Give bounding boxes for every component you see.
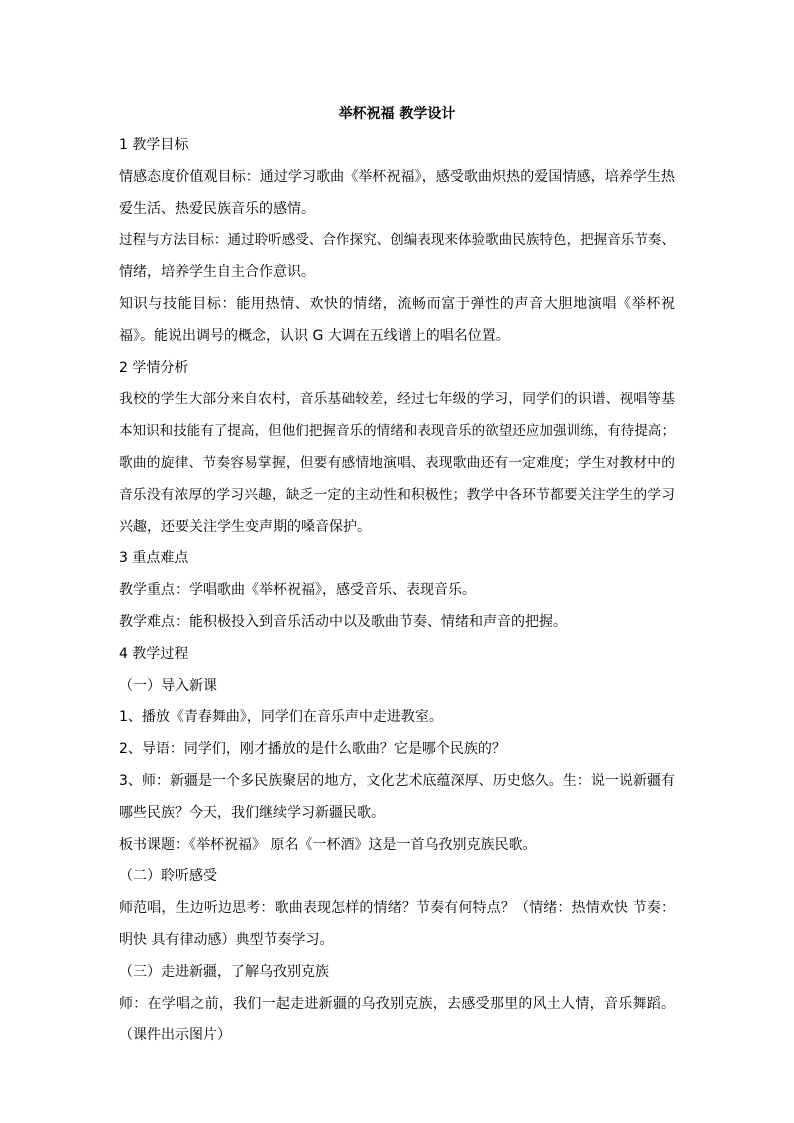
paragraph-line: 教学难点：能积极投入到音乐活动中以及歌曲节奏、情绪和声音的把握。 — [119, 613, 567, 630]
paragraph-line: 2、导语：同学们，刚才播放的是什么歌曲？它是哪个民族的？ — [119, 741, 506, 758]
paragraph-line: 爱生活、热爱民族音乐的感情。 — [119, 200, 315, 217]
paragraph-line: 情感态度价值观目标：通过学习歌曲《举杯祝福》，感受歌曲炽热的爱国情感，培养学生热 — [119, 168, 675, 185]
heading-process: 4 教学过程 — [119, 645, 189, 662]
paragraph-line: 板书课题：《举杯祝福》 原名《一杯酒》这是一首乌孜别克族民歌。 — [119, 836, 537, 853]
paragraph-line: 哪些民族？今天，我们继续学习新疆民歌。 — [119, 804, 385, 821]
subheading-intro: （一）导入新课 — [119, 677, 217, 694]
paragraph-line: 情绪，培养学生自主合作意识。 — [119, 264, 315, 281]
paragraph-line: 兴趣，还要关注学生变声期的嗓音保护。 — [119, 518, 371, 535]
paragraph-line: 1、播放《青春舞曲》，同学们在音乐声中走进教室。 — [119, 709, 443, 726]
paragraph-line: 师：在学唱之前，我们一起走进新疆的乌孜别克族，去感受那里的风土人情，音乐舞蹈。 — [119, 995, 675, 1012]
paragraph-line: 本知识和技能有了提高，但他们把握音乐的情绪和表现音乐的欲望还应加强训练，有待提高； — [119, 423, 675, 440]
paragraph-line: 歌曲的旋律、节奏容易掌握，但要有感情地演唱、表现歌曲还有一定难度；学生对教材中的 — [119, 454, 675, 471]
paragraph-line: （课件出示图片） — [119, 1027, 231, 1044]
paragraph-line: 我校的学生大部分来自农村，音乐基础较差，经过七年级的学习，同学们的识谱、视唱等基 — [119, 391, 675, 408]
paragraph-line: 明快 具有律动感）典型节奏学习。 — [119, 931, 334, 948]
paragraph-line: 3、师：新疆是一个多民族聚居的地方，文化艺术底蕴深厚、历史悠久。生：说一说新疆有 — [119, 772, 675, 789]
subheading-xinjiang: （三）走进新疆，了解乌孜别克族 — [119, 963, 329, 980]
paragraph-line: 师范唱，生边听边思考：歌曲表现怎样的情绪？节奏有何特点？（情绪：热情欢快 节奏： — [119, 900, 675, 917]
paragraph-line: 福》。能说出调号的概念，认识 G 大调在五线谱上的唱名位置。 — [119, 327, 510, 344]
heading-key-points: 3 重点难点 — [119, 550, 189, 567]
paragraph-line: 知识与技能目标：能用热情、欢快的情绪，流畅而富于弹性的声音大胆地演唱《举杯祝 — [119, 295, 675, 312]
document-title: 举杯祝福 教学设计 — [338, 106, 456, 122]
heading-objectives: 1 教学目标 — [119, 137, 189, 153]
heading-analysis: 2 学情分析 — [119, 359, 189, 376]
paragraph-line: 音乐没有浓厚的学习兴趣，缺乏一定的主动性和积极性；教学中各环节都要关注学生的学习 — [119, 486, 675, 503]
paragraph-line: 教学重点：学唱歌曲《举杯祝福》，感受音乐、表现音乐。 — [119, 582, 476, 599]
paragraph-line: 过程与方法目标：通过聆听感受、合作探究、创编表现来体验歌曲民族特色，把握音乐节奏、 — [119, 232, 675, 249]
document-body — [119, 134, 675, 1056]
subheading-listening: （二）聆听感受 — [119, 868, 217, 885]
